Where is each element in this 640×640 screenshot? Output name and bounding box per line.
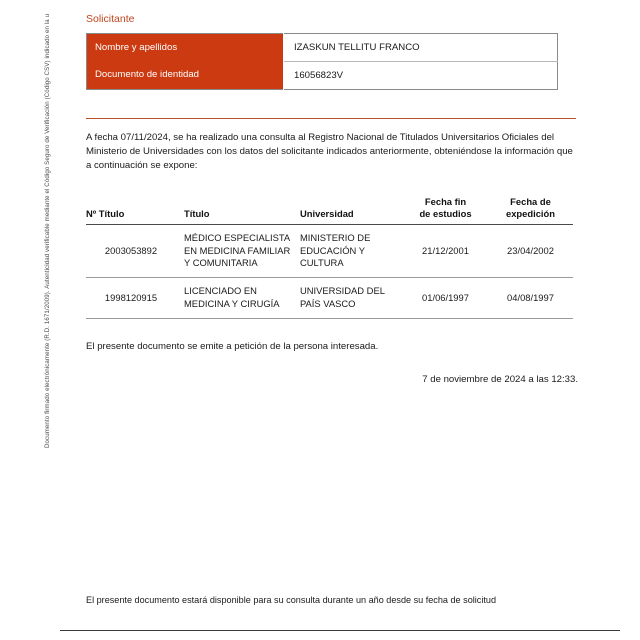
title-fecha-fin: 01/06/1997 [403,278,488,319]
fecha-fin-line2: de estudios [419,207,472,219]
title-nombre: MÉDICO ESPECIALISTA EN MEDICINA FAMILIAR Y COMUNITARIA [176,225,294,278]
title-universidad: MINISTERIO DE EDUCACIÓN Y CULTURA [294,225,403,278]
titles-table [86,196,573,320]
applicant-id-value: 16056823V [284,61,558,89]
orange-divider [86,118,576,119]
title-universidad: UNIVERSIDAD DEL PAÍS VASCO [294,278,403,319]
table-row [86,278,573,319]
signature-date: 7 de noviembre de 2024 a las 12:33. [422,374,578,386]
table-row [86,225,573,278]
title-fecha-expedicion: 04/08/1997 [488,278,573,319]
section-label-solicitante: Solicitante [86,13,135,25]
fecha-fin-line1: Fecha fin [424,195,467,207]
footer-divider [60,630,620,631]
applicant-name-label: Nombre y apellidos [87,33,284,61]
table-row [87,33,558,61]
title-numero: 1998120915 [86,278,176,319]
applicant-table [86,33,558,90]
fecha-exp-line2: expedición [506,207,555,219]
document-content [86,0,576,385]
fecha-exp-line1: Fecha de [510,195,551,207]
column-header-numero: Nº Título [86,196,176,225]
titles-table-header-row [86,196,573,225]
consultation-paragraph: A fecha 07/11/2024, se ha realizado una consulta al Registro Nacional de Titulados Universitarios Oficiales del Ministerio de Universidades con los datos del solicitante indicados anteriormente, obteniéndose la información que a continuación se expone: [86,131,573,172]
column-header-fecha-expedicion [488,196,573,225]
vertical-signature-text: Documento firmado electrónicamente (R.D. 1671/2009). Autenticidad verificable mediante el Código Seguro de Verificación (Código CSV) indicado en la u [44,13,51,448]
applicant-name-value: IZASKUN TELLITU FRANCO [284,33,558,61]
table-row [87,61,558,89]
column-header-fecha-fin [403,196,488,225]
title-numero: 2003053892 [86,225,176,278]
closing-statement: El presente documento se emite a petición de la persona interesada. [86,341,379,353]
title-fecha-fin: 21/12/2001 [403,225,488,278]
title-fecha-expedicion: 23/04/2002 [488,225,573,278]
column-header-universidad: Universidad [294,196,403,225]
applicant-id-label: Documento de identidad [87,61,284,89]
vertical-signature-note [0,0,78,450]
footer-availability-note: El presente documento estará disponible para su consulta durante un año desde su fecha de solicitud [86,595,496,605]
title-nombre: LICENCIADO EN MEDICINA Y CIRUGÍA [176,278,294,319]
column-header-titulo: Título [176,196,294,225]
